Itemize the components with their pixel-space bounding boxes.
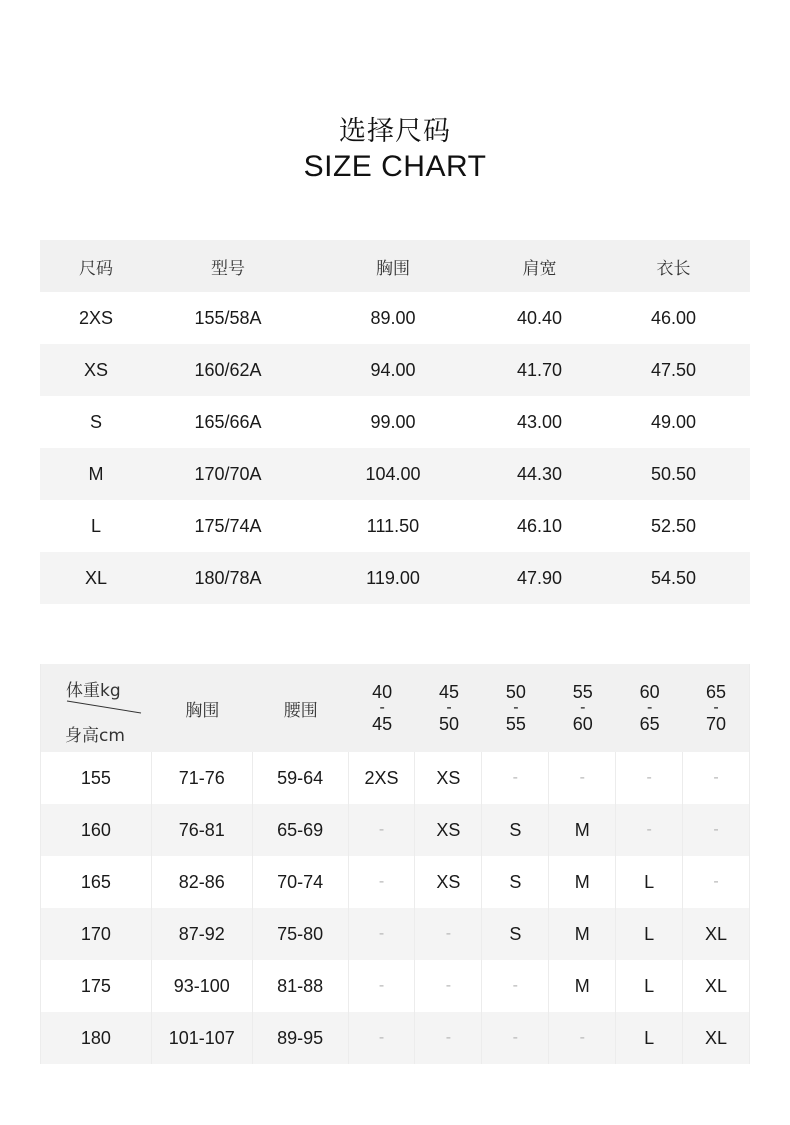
table-cell bbox=[253, 804, 349, 856]
table-cell bbox=[683, 1012, 749, 1064]
table-cell: 41.70 bbox=[516, 359, 563, 380]
table-cell: XL bbox=[84, 567, 108, 588]
table-cell-value: L bbox=[644, 871, 655, 892]
table-cell bbox=[253, 856, 349, 908]
range-to: 60 bbox=[572, 714, 593, 734]
table-cell bbox=[41, 960, 152, 1012]
table-cell bbox=[549, 804, 616, 856]
fit-table-body bbox=[41, 752, 749, 1064]
table-cell-value: - bbox=[512, 977, 518, 994]
table-cell bbox=[152, 856, 253, 908]
table-cell bbox=[41, 752, 152, 804]
range-from: 65 bbox=[706, 682, 727, 702]
table-cell bbox=[616, 804, 683, 856]
table-cell bbox=[253, 960, 349, 1012]
table-cell: 104.00 bbox=[365, 463, 421, 484]
table-cell-value: - bbox=[579, 1029, 585, 1046]
table-cell bbox=[253, 752, 349, 804]
header-weight-range bbox=[683, 664, 749, 752]
range-sep: - bbox=[446, 699, 452, 716]
table-cell-value: - bbox=[713, 873, 719, 890]
table-row bbox=[40, 552, 750, 604]
size-table-header bbox=[40, 240, 750, 292]
table-cell bbox=[482, 960, 549, 1012]
table-row bbox=[41, 856, 749, 908]
table-cell bbox=[549, 960, 616, 1012]
table-cell bbox=[415, 856, 482, 908]
table-cell: 160/62A bbox=[194, 359, 262, 380]
table-cell-value: L bbox=[644, 1027, 655, 1048]
table-cell bbox=[152, 1012, 253, 1064]
table-cell-value: XS bbox=[436, 767, 461, 788]
range-sep: - bbox=[580, 699, 586, 716]
table-cell-value: - bbox=[646, 769, 652, 786]
table-cell-value: - bbox=[445, 925, 452, 942]
range-sep: - bbox=[513, 699, 519, 716]
header-model: 型号 bbox=[211, 258, 245, 279]
table-cell bbox=[683, 804, 749, 856]
fit-recommendation-table bbox=[40, 664, 750, 1064]
table-cell: L bbox=[90, 515, 101, 536]
table-row bbox=[40, 448, 750, 500]
table-cell-value: M bbox=[574, 819, 590, 840]
range-from: 40 bbox=[372, 682, 393, 702]
table-cell: 43.00 bbox=[516, 411, 563, 432]
table-cell bbox=[482, 1012, 549, 1064]
table-cell-value: S bbox=[509, 819, 522, 840]
table-cell bbox=[41, 856, 152, 908]
table-cell bbox=[482, 752, 549, 804]
table-cell: 119.00 bbox=[366, 567, 420, 588]
table-cell-value: XS bbox=[436, 819, 461, 840]
header-chest: 胸围 bbox=[376, 258, 410, 279]
table-cell-value: 89-95 bbox=[277, 1027, 324, 1048]
table-cell: XS bbox=[83, 359, 108, 380]
title-chinese: 选择尺码 bbox=[339, 116, 451, 147]
range-to: 70 bbox=[706, 714, 727, 734]
table-cell-value: S bbox=[509, 871, 522, 892]
table-cell: 111.50 bbox=[366, 515, 420, 536]
table-cell bbox=[415, 960, 482, 1012]
table-cell-value: 101-107 bbox=[168, 1027, 235, 1048]
table-cell: 99.00 bbox=[370, 411, 416, 432]
table-cell-value: L bbox=[644, 923, 655, 944]
table-cell-value: - bbox=[378, 821, 385, 838]
table-cell-value: 75-80 bbox=[277, 923, 324, 944]
table-cell bbox=[349, 1012, 416, 1064]
table-cell: M bbox=[88, 463, 104, 484]
table-cell-value: S bbox=[509, 923, 522, 944]
table-cell: 165/66A bbox=[194, 411, 262, 432]
table-cell: 180/78A bbox=[194, 567, 262, 588]
table-cell-value: 2XS bbox=[364, 767, 399, 788]
table-cell: 49.00 bbox=[650, 411, 697, 432]
range-to: 50 bbox=[438, 714, 460, 734]
table-cell: 46.00 bbox=[650, 307, 697, 328]
range-from: 45 bbox=[438, 682, 460, 702]
table-row bbox=[41, 804, 749, 856]
table-cell bbox=[415, 752, 482, 804]
table-cell-value: 160 bbox=[80, 819, 111, 840]
table-cell bbox=[616, 960, 683, 1012]
table-cell: 155/58A bbox=[194, 307, 262, 328]
table-cell: 47.90 bbox=[516, 567, 563, 588]
table-cell-value: 165 bbox=[80, 871, 111, 892]
table-cell-value: M bbox=[574, 871, 590, 892]
table-cell-value: M bbox=[574, 975, 590, 996]
header-weight-range bbox=[349, 664, 416, 752]
table-cell-value: - bbox=[646, 821, 652, 838]
table-cell-value: - bbox=[378, 1029, 385, 1046]
table-row bbox=[40, 292, 750, 344]
table-cell bbox=[616, 1012, 683, 1064]
range-from: 50 bbox=[505, 682, 526, 702]
header-weight-range bbox=[549, 664, 616, 752]
table-cell bbox=[415, 804, 482, 856]
header-weight-range bbox=[416, 664, 483, 752]
table-cell: 44.30 bbox=[516, 463, 563, 484]
table-cell-value: 70-74 bbox=[277, 871, 324, 892]
table-cell: 94.00 bbox=[370, 359, 416, 380]
header-size: 尺码 bbox=[79, 258, 113, 279]
table-cell-value: 71-76 bbox=[178, 767, 225, 788]
table-cell-value: - bbox=[713, 769, 719, 786]
table-cell: 47.50 bbox=[650, 359, 697, 380]
table-cell bbox=[41, 804, 152, 856]
table-cell bbox=[349, 960, 416, 1012]
table-cell bbox=[549, 752, 616, 804]
table-row bbox=[41, 1012, 749, 1064]
table-cell bbox=[683, 752, 749, 804]
table-cell bbox=[549, 908, 616, 960]
table-cell bbox=[616, 752, 683, 804]
table-cell bbox=[349, 908, 416, 960]
table-cell bbox=[41, 908, 152, 960]
table-cell: 170/70A bbox=[194, 463, 262, 484]
table-cell bbox=[683, 960, 749, 1012]
table-cell bbox=[549, 1012, 616, 1064]
table-cell-value: 93-100 bbox=[173, 975, 230, 996]
table-cell: 54.50 bbox=[650, 567, 697, 588]
table-cell bbox=[482, 856, 549, 908]
table-cell bbox=[683, 908, 749, 960]
header-chest-label: 胸围 bbox=[185, 700, 220, 721]
table-cell bbox=[152, 960, 253, 1012]
table-cell-value: - bbox=[378, 873, 385, 890]
header-waist-label: 腰围 bbox=[283, 700, 318, 721]
corner-height-label: 身高cm bbox=[65, 726, 125, 746]
title-english: SIZE CHART bbox=[303, 150, 487, 183]
table-cell-value: - bbox=[512, 769, 518, 786]
table-cell bbox=[152, 908, 253, 960]
table-cell-value: 180 bbox=[80, 1027, 111, 1048]
table-cell bbox=[683, 856, 749, 908]
table-cell bbox=[152, 804, 253, 856]
table-cell-value: 81-88 bbox=[277, 975, 324, 996]
size-table bbox=[40, 240, 750, 604]
table-cell-value: M bbox=[574, 923, 590, 944]
table-cell: 175/74A bbox=[194, 515, 262, 536]
table-cell-value: 59-64 bbox=[277, 767, 324, 788]
table-cell: S bbox=[89, 411, 102, 432]
table-cell-value: XL bbox=[705, 923, 728, 944]
range-from: 60 bbox=[639, 682, 660, 702]
table-cell bbox=[41, 1012, 152, 1064]
table-cell: 46.10 bbox=[516, 515, 563, 536]
table-row bbox=[41, 960, 749, 1012]
table-cell-value: - bbox=[579, 769, 585, 786]
table-cell-value: - bbox=[445, 1029, 452, 1046]
range-to: 55 bbox=[505, 714, 526, 734]
header-shoulder: 肩宽 bbox=[522, 258, 557, 279]
table-row bbox=[40, 344, 750, 396]
table-cell: 89.00 bbox=[370, 307, 416, 328]
range-from: 55 bbox=[572, 682, 593, 702]
table-cell bbox=[349, 804, 416, 856]
table-row bbox=[40, 500, 750, 552]
range-to: 45 bbox=[372, 714, 393, 734]
table-cell-value: 155 bbox=[80, 767, 111, 788]
table-cell: 2XS bbox=[78, 307, 114, 328]
table-cell-value: - bbox=[378, 925, 385, 942]
table-cell: 40.40 bbox=[516, 307, 563, 328]
header-weight-range bbox=[616, 664, 683, 752]
diagonal-divider bbox=[65, 700, 143, 714]
table-row bbox=[41, 752, 749, 804]
fit-table-header bbox=[41, 664, 749, 752]
header-length: 衣长 bbox=[656, 258, 691, 279]
table-cell-value: XL bbox=[705, 975, 728, 996]
table-cell-value: XS bbox=[436, 871, 461, 892]
table-cell bbox=[616, 908, 683, 960]
table-cell bbox=[482, 804, 549, 856]
table-cell bbox=[549, 856, 616, 908]
table-cell-value: - bbox=[512, 1029, 518, 1046]
table-row bbox=[41, 908, 749, 960]
table-cell bbox=[415, 908, 482, 960]
table-cell bbox=[482, 908, 549, 960]
range-sep: - bbox=[647, 699, 653, 716]
table-cell-value: 170 bbox=[80, 923, 111, 944]
table-cell-value: L bbox=[644, 975, 655, 996]
table-cell-value: - bbox=[713, 821, 719, 838]
table-cell bbox=[152, 752, 253, 804]
table-cell: 52.50 bbox=[650, 515, 697, 536]
table-cell-value: - bbox=[378, 977, 385, 994]
header-weight-range bbox=[482, 664, 549, 752]
corner-weight-label: 体重kg bbox=[66, 681, 121, 701]
header-waist bbox=[253, 664, 349, 752]
table-cell bbox=[616, 856, 683, 908]
table-cell bbox=[415, 1012, 482, 1064]
table-cell bbox=[253, 908, 349, 960]
table-cell-value: 76-81 bbox=[178, 819, 225, 840]
table-cell bbox=[253, 1012, 349, 1064]
table-row bbox=[40, 396, 750, 448]
range-sep: - bbox=[713, 699, 719, 716]
table-cell-value: 82-86 bbox=[178, 871, 225, 892]
table-cell-value: XL bbox=[705, 1027, 728, 1048]
table-cell bbox=[349, 752, 416, 804]
table-cell-value: - bbox=[445, 977, 452, 994]
header-corner bbox=[41, 664, 152, 752]
table-cell-value: 175 bbox=[80, 975, 111, 996]
table-cell-value: 87-92 bbox=[178, 923, 225, 944]
table-cell bbox=[349, 856, 416, 908]
table-cell-value: 65-69 bbox=[277, 819, 324, 840]
header-chest bbox=[152, 664, 253, 752]
table-cell: 50.50 bbox=[650, 463, 697, 484]
range-sep: - bbox=[379, 699, 385, 716]
range-to: 65 bbox=[639, 714, 660, 734]
